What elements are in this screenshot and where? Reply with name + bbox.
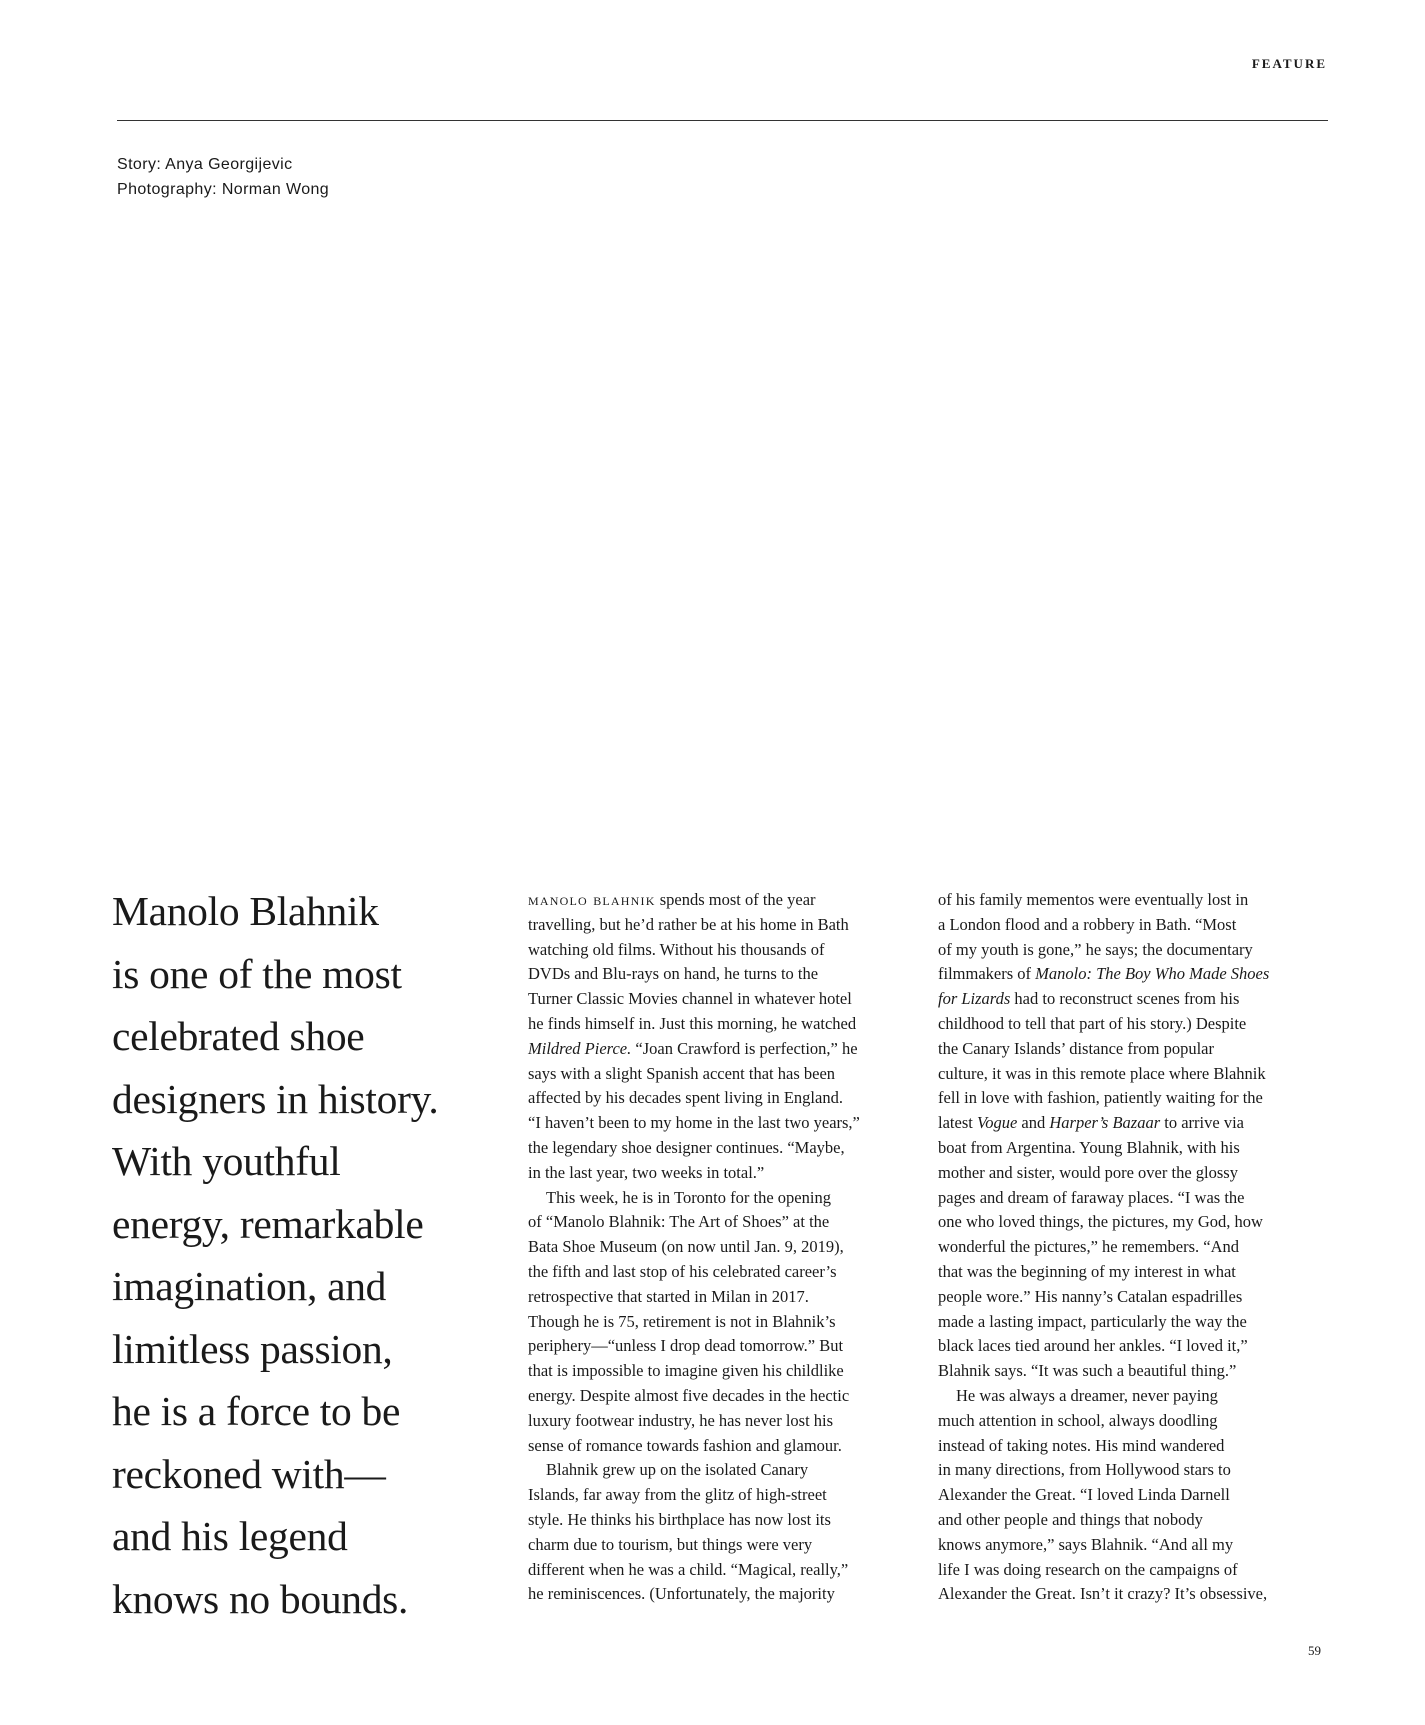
body-line: that is impossible to imagine given his childlike [528,1361,844,1381]
body-line: “I haven’t been to my home in the last two years,” [528,1113,860,1133]
film-title: Manolo: The Boy Who Made Shoes [1035,964,1270,984]
body-line [528,888,908,913]
body-line: periphery—“unless I drop dead tomorrow.” But [528,1336,844,1356]
body-text: had to reconstruct scenes from his [1010,989,1240,1009]
body-line: mother and sister, would pore over the glossy [938,1162,1238,1182]
body-line [938,1111,1328,1136]
body-line: Blahnik says. “It was such a beautiful thing.” [938,1361,1237,1381]
pull-quote-line: he is a force to be [112,1388,401,1434]
body-line: retrospective that started in Milan in 2017. [528,1286,809,1306]
body-line: instead of taking notes. His mind wandered [938,1435,1225,1455]
body-line: affected by his decades spent living in England. [528,1088,843,1108]
body-text: to arrive via [1160,1113,1244,1133]
body-line: Turner Classic Movies channel in whatever hotel [528,989,852,1009]
body-line: wonderful the pictures,” he remembers. “And [938,1237,1240,1257]
pull-quote-line: With youthful [112,1138,341,1184]
body-line [528,1037,908,1062]
section-label: FEATURE [1251,56,1327,71]
body-line: DVDs and Blu-rays on hand, he turns to the [528,964,819,984]
pull-quote-line: imagination, and [112,1263,387,1309]
pull-quote-line: Manolo Blahnik [112,888,379,934]
body-line: He was always a dreamer, never paying [956,1385,1218,1405]
body-line: and other people and things that nobody [938,1509,1203,1529]
body-line: Blahnik grew up on the isolated Canary [546,1460,809,1480]
body-line: life I was doing research on the campaigns of [938,1559,1238,1579]
body-line: energy. Despite almost five decades in the hectic [528,1385,850,1405]
body-line: says with a slight Spanish accent that has been [528,1063,836,1083]
body-line [938,987,1328,1012]
pull-quote-line: limitless passion, [112,1325,393,1372]
body-line: one who loved things, the pictures, my God, how [938,1212,1263,1232]
body-line: watching old films. Without his thousands of [528,939,825,959]
body-text: latest [938,1113,977,1133]
page-number: 59 [1308,1643,1321,1658]
body-line: that was the beginning of my interest in what [938,1261,1236,1281]
body-line: Alexander the Great. Isn’t it crazy? It’s obsessive, [938,1584,1268,1604]
body-text: “Joan Crawford is perfection,” he [631,1038,858,1058]
pull-quote-line: designers in history. [112,1075,439,1122]
body-line: travelling, but he’d rather be at his home in Bath [528,914,849,934]
body-line: in many directions, from Hollywood stars to [938,1460,1231,1480]
body-line: This week, he is in Toronto for the opening [546,1187,831,1207]
body-column-1 [528,888,908,1607]
magazine-title: Harper’s Bazaar [1049,1113,1161,1133]
body-line: he reminiscences. (Unfortunately, the majority [528,1584,835,1604]
body-line: Alexander the Great. “I loved Linda Darnell [938,1485,1230,1505]
body-text: spends most of the year [655,890,816,909]
body-line: the Canary Islands’ distance from popular [938,1038,1214,1058]
body-line: Though he is 75, retirement is not in Blahnik’s [528,1311,836,1331]
body-line: the legendary shoe designer continues. “Maybe, [528,1137,845,1157]
body-line: luxury footwear industry, he has never lost his [528,1410,834,1430]
body-line: much attention in school, always doodling [938,1410,1218,1430]
body-line: of his family mementos were eventually lost in [938,890,1249,909]
body-line: childhood to tell that part of his story.) Despite [938,1013,1247,1033]
body-line: sense of romance towards fashion and glamour. [528,1435,842,1455]
header-rule [117,120,1328,121]
body-column-2 [938,888,1328,1607]
body-line: knows anymore,” says Blahnik. “And all my [938,1534,1234,1554]
body-line: a London flood and a robbery in Bath. “Most [938,914,1237,934]
body-line: charm due to tourism, but things were very [528,1534,813,1554]
body-text: filmmakers of [938,964,1036,984]
body-line: boat from Argentina. Young Blahnik, with his [938,1137,1240,1157]
pull-quote [112,880,492,1630]
pull-quote-line: and his legend [112,1513,348,1559]
film-title: Mildred Pierce. [528,1038,632,1058]
pull-quote-line: energy, remarkable [112,1200,424,1247]
pull-quote-line: celebrated shoe [112,1013,365,1059]
body-text: and [1017,1113,1050,1133]
credits [117,152,329,202]
pull-quote-line: is one of the most [112,950,402,997]
body-line: made a lasting impact, particularly the way the [938,1311,1247,1331]
body-line: Islands, far away from the glitz of high-street [528,1485,827,1505]
body-line: of “Manolo Blahnik: The Art of Shoes” at the [528,1212,830,1232]
body-line: the fifth and last stop of his celebrated career’s [528,1261,837,1281]
body-line: Bata Shoe Museum (on now until Jan. 9, 2019), [528,1237,844,1257]
magazine-title: Vogue [976,1113,1018,1133]
body-line: in the last year, two weeks in total.” [528,1162,765,1182]
body-line: different when he was a child. “Magical, really,” [528,1559,849,1579]
pull-quote-line: reckoned with— [112,1450,386,1497]
film-title: for Lizards [938,989,1011,1009]
body-line [938,962,1328,987]
body-line: people wore.” His nanny’s Catalan espadrilles [938,1286,1243,1306]
body-line: fell in love with fashion, patiently waiting for the [938,1088,1263,1108]
body-line: pages and dream of faraway places. “I was the [938,1187,1245,1207]
photography-credit: Photography: Norman Wong [117,181,330,198]
body-line: black laces tied around her ankles. “I loved it,” [938,1336,1248,1356]
pull-quote-line: knows no bounds. [112,1575,409,1622]
body-line: of my youth is gone,” he says; the documentary [938,939,1253,959]
body-line: style. He thinks his birthplace has now lost its [528,1509,831,1529]
story-credit: Story: Anya Georgijevic [117,156,293,173]
body-line: he finds himself in. Just this morning, he watched [528,1013,857,1033]
lead-in: manolo blahnik [528,890,656,909]
body-line: culture, it was in this remote place where Blahnik [938,1063,1266,1083]
